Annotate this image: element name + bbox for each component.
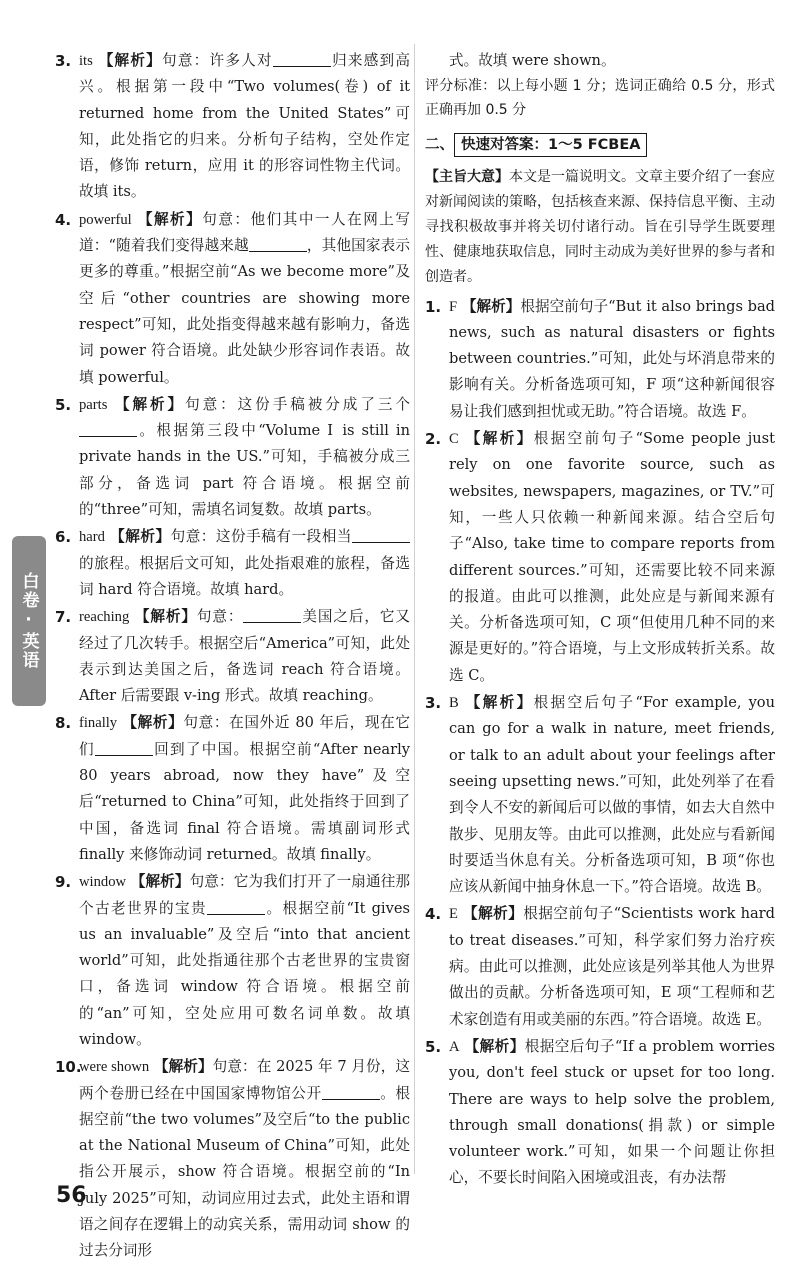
item-text-post: 回到了中国。根据空前“After nearly 80 years abroad, now they have”及空后“returned to China”可知，此处指终于回到了中国，备选词 final 符合语境。需填副词形式 finally 来修饰动词 returned。故填 finally。 [79,740,410,863]
main-idea-tag: 【主旨大意】 [425,168,509,185]
item-answer: were shown [79,1059,150,1076]
item-answer: parts [79,396,108,413]
item-text-pre: 句意：这份手稿有一段相当 [170,528,352,546]
item-text-post: ，其他国家表示更多的尊重。”根据空前“As we become more”及空后“other countries are showing more respect”可知，此处指变得越来越有影响力，备选词 power 符合语境。此处缺少形容词作表语。故填 powerful。 [79,237,410,386]
item-text-pre: 句意：它为我们打开了一扇通往那个古老世界的宝贵 [79,873,410,917]
item-answer: powerful [79,211,132,228]
item-number: 4. [55,210,72,229]
fill-blank [249,236,307,252]
quick-answer-box: 快速对答案：1～5 FCBEA [454,133,647,157]
analysis-tag: 【解析】 [114,395,186,413]
analysis-tag: 【解析】 [461,297,521,315]
item-number: 6. [55,528,72,547]
answer-item-9 [55,869,410,1053]
column-divider [414,44,415,1174]
item-number: 4. [425,905,442,924]
item-answer: finally [79,715,118,732]
reading-item-2 [425,426,775,689]
item-text-post: 。根据空前“It gives us an invaluable”及空后“into that ancient world”可知，此处指通往那个古老世界的宝贵窗口，备选词 window 符合语境。根据空前的“an”可知，空处应用可数名词单数。故填 window。 [79,899,410,1048]
answer-item-4 [55,207,410,391]
item-text-post: 的旅程。根据后文可知，此处指艰难的旅程，备选词 hard 符合语境。故填 hard。 [79,554,410,598]
fill-blank [95,740,153,756]
fill-blank [79,422,137,438]
analysis-tag: 【解析】 [130,873,190,891]
item-number: 3. [55,52,72,70]
fill-blank [243,608,301,624]
reading-item-1 [425,294,775,425]
answer-item-10 [55,1054,410,1264]
item-number: 5. [55,395,72,414]
item-text-post: 美国之后，它又经过了几次转手。根据空后“America”可知，此处表示到达美国之后，备选词 reach 符合语境。After 后需要跟 v-ing 形式。故填 reaching。 [79,608,410,705]
item-answer: E [449,906,458,923]
page-number: 56 [56,1183,87,1208]
item-text-post: 归来感到高兴。根据第一段中“Two volumes(卷) of it returned home from the United States”可知，此处指它的归来。分析句子结构，空处作定语，修饰 return，应用 it 的形容词性物主代词。故填 its。 [79,52,410,201]
item-10-continuation: 式。故填 were shown。 [449,52,616,69]
answer-item-5 [55,392,410,523]
item-number: 9. [55,873,72,892]
item-text: 根据空前句子“Scientists work hard to treat diseases.”可知，科学家们努力治疗疾病。由此可以推测，此处应该是列举其他人为世界做出的贡献。分析备选项可知，E 项“工程师和艺术家创造有用或美丽的东西。”符合语境。故选 E。 [449,905,775,1028]
main-idea [425,165,775,290]
analysis-tag: 【解析】 [464,1037,525,1055]
section-heading [425,132,775,158]
analysis-tag: 【解析】 [465,694,534,712]
answer-item-6 [55,524,410,603]
item-text: 根据空前句子“But it also brings bad news, such as natural disasters or fights between countries.”可知，此处与坏消息带来的影响有关。分析备选项可知，F 项“这种新闻很容易让我们感到担忧或无助。”符合语境。故选 F。 [449,297,776,420]
answer-item-3 [55,48,410,206]
item-answer: reaching [79,609,130,626]
left-column [55,48,410,1266]
analysis-tag: 【解析】 [465,430,534,448]
item-answer: window [79,874,127,891]
fill-blank [207,899,265,915]
item-number: 10. [55,1058,82,1077]
item-text-post: 。根据空前“the two volumes”及空后“to the public at the National Museum of China”可知，此处指公开展示，show 符合语境。根据空前的“In July 2025”可知，动词应用过去式，此处主语和谓语之间存在逻辑上的动宾关系，需用动词 show 的过去分词形 [79,1084,410,1260]
item-text-pre: 句意：在国外近 80 年后，现在它们 [79,714,410,758]
item-number: 8. [55,714,72,733]
analysis-tag: 【解析】 [122,714,184,732]
item-text-pre: 句意：在 2025 年 7 月份，这两个卷册已经在中国国家博物馆公开 [79,1058,410,1102]
fill-blank [322,1084,380,1100]
reading-item-3 [425,690,775,900]
fill-blank [352,528,410,544]
item-text-pre: 句意：这份手稿被分成了三个 [185,395,410,413]
item-text-pre: 句意： [196,608,244,626]
item-number: 5. [425,1037,442,1056]
item-text-post: 。根据第三段中“Volume Ⅰ is still in private hands in the US.”可知，手稿被分成三部分，备选词 part 符合语境。根据空前的“three”可知，需填名词复数。故填 parts。 [79,422,410,519]
item-answer: hard [79,529,105,546]
analysis-tag: 【解析】 [98,52,163,69]
item-text: 根据空前句子“Some people just rely on one favorite source, such as websites, newspapers, magazines, or TV.”可知，一些人只依赖一种新闻来源。结合空后句子“Also, take time to compare reports from different sources.”可知，还需要比较不同来源的报道。由此可以推测，此处应是与新闻来源有关。分析备选项可知，C 项“但使用几种不同的来源是更好的。”符合语境，与上文形成转折关系。故选 C。 [449,430,776,684]
item-answer: A [449,1038,460,1055]
side-tab-label: 白卷·英语 [12,536,46,706]
item-number: 2. [425,430,442,449]
item-text: 根据空后句子“For example, you can go for a walk in nature, meet friends, or talk to an adult about your feelings after seeing upsetting news.”可知，此处列举了在看到令人不安的新闻后可以做的事情，如去大自然中散步、见朋友等。由此可以推测，此处应与看新闻时要适当休息有关。分析备选项可知，B 项“你也应该从新闻中抽身休息一下。”符合语境。故选 B。 [449,694,775,896]
section-prefix: 二、 [425,137,454,154]
answer-item-7 [55,604,410,709]
item-text-pre: 句意：他们其中一人在网上写道：“随着我们变得越来越 [79,210,410,255]
item-number: 3. [425,694,442,713]
scoring-criteria: 评分标准：以上每小题 1 分；选词正确给 0.5 分，形式正确再加 0.5 分 [425,78,775,119]
item-number: 1. [425,297,442,316]
item-answer: F [449,298,458,315]
item-answer: its [79,53,93,69]
analysis-tag: 【解析】 [110,528,171,546]
analysis-tag: 【解析】 [137,210,203,228]
item-answer: B [449,695,459,712]
analysis-tag: 【解析】 [153,1058,213,1076]
reading-item-5 [425,1034,775,1192]
item-number: 7. [55,608,72,627]
right-column [425,48,775,1193]
answer-item-8 [55,710,410,868]
analysis-tag: 【解析】 [134,608,197,626]
item-answer: C [449,431,459,448]
fill-blank [273,51,331,67]
item-text-pre: 句意：许多人对 [162,52,273,69]
item-text: 根据空后句子“If a problem worries you, don't feel stuck or upset for too long. There are ways to help solve the problem, through small donations(捐款) or simple volunteer work.”可知，如果一个问题让你担心，不要长时间陷入困境或沮丧，有办法帮 [449,1037,775,1187]
main-idea-text: 本文是一篇说明文。文章主要介绍了一套应对新闻阅读的策略，包括核查来源、保持信息平衡、主动寻找积极故事并将关切付诸行动。旨在引导学生既要理性、健康地获取信息，同时主动成为美好世界的参与者和创造者。 [425,168,775,285]
reading-item-4 [425,901,775,1032]
analysis-tag: 【解析】 [463,905,524,923]
